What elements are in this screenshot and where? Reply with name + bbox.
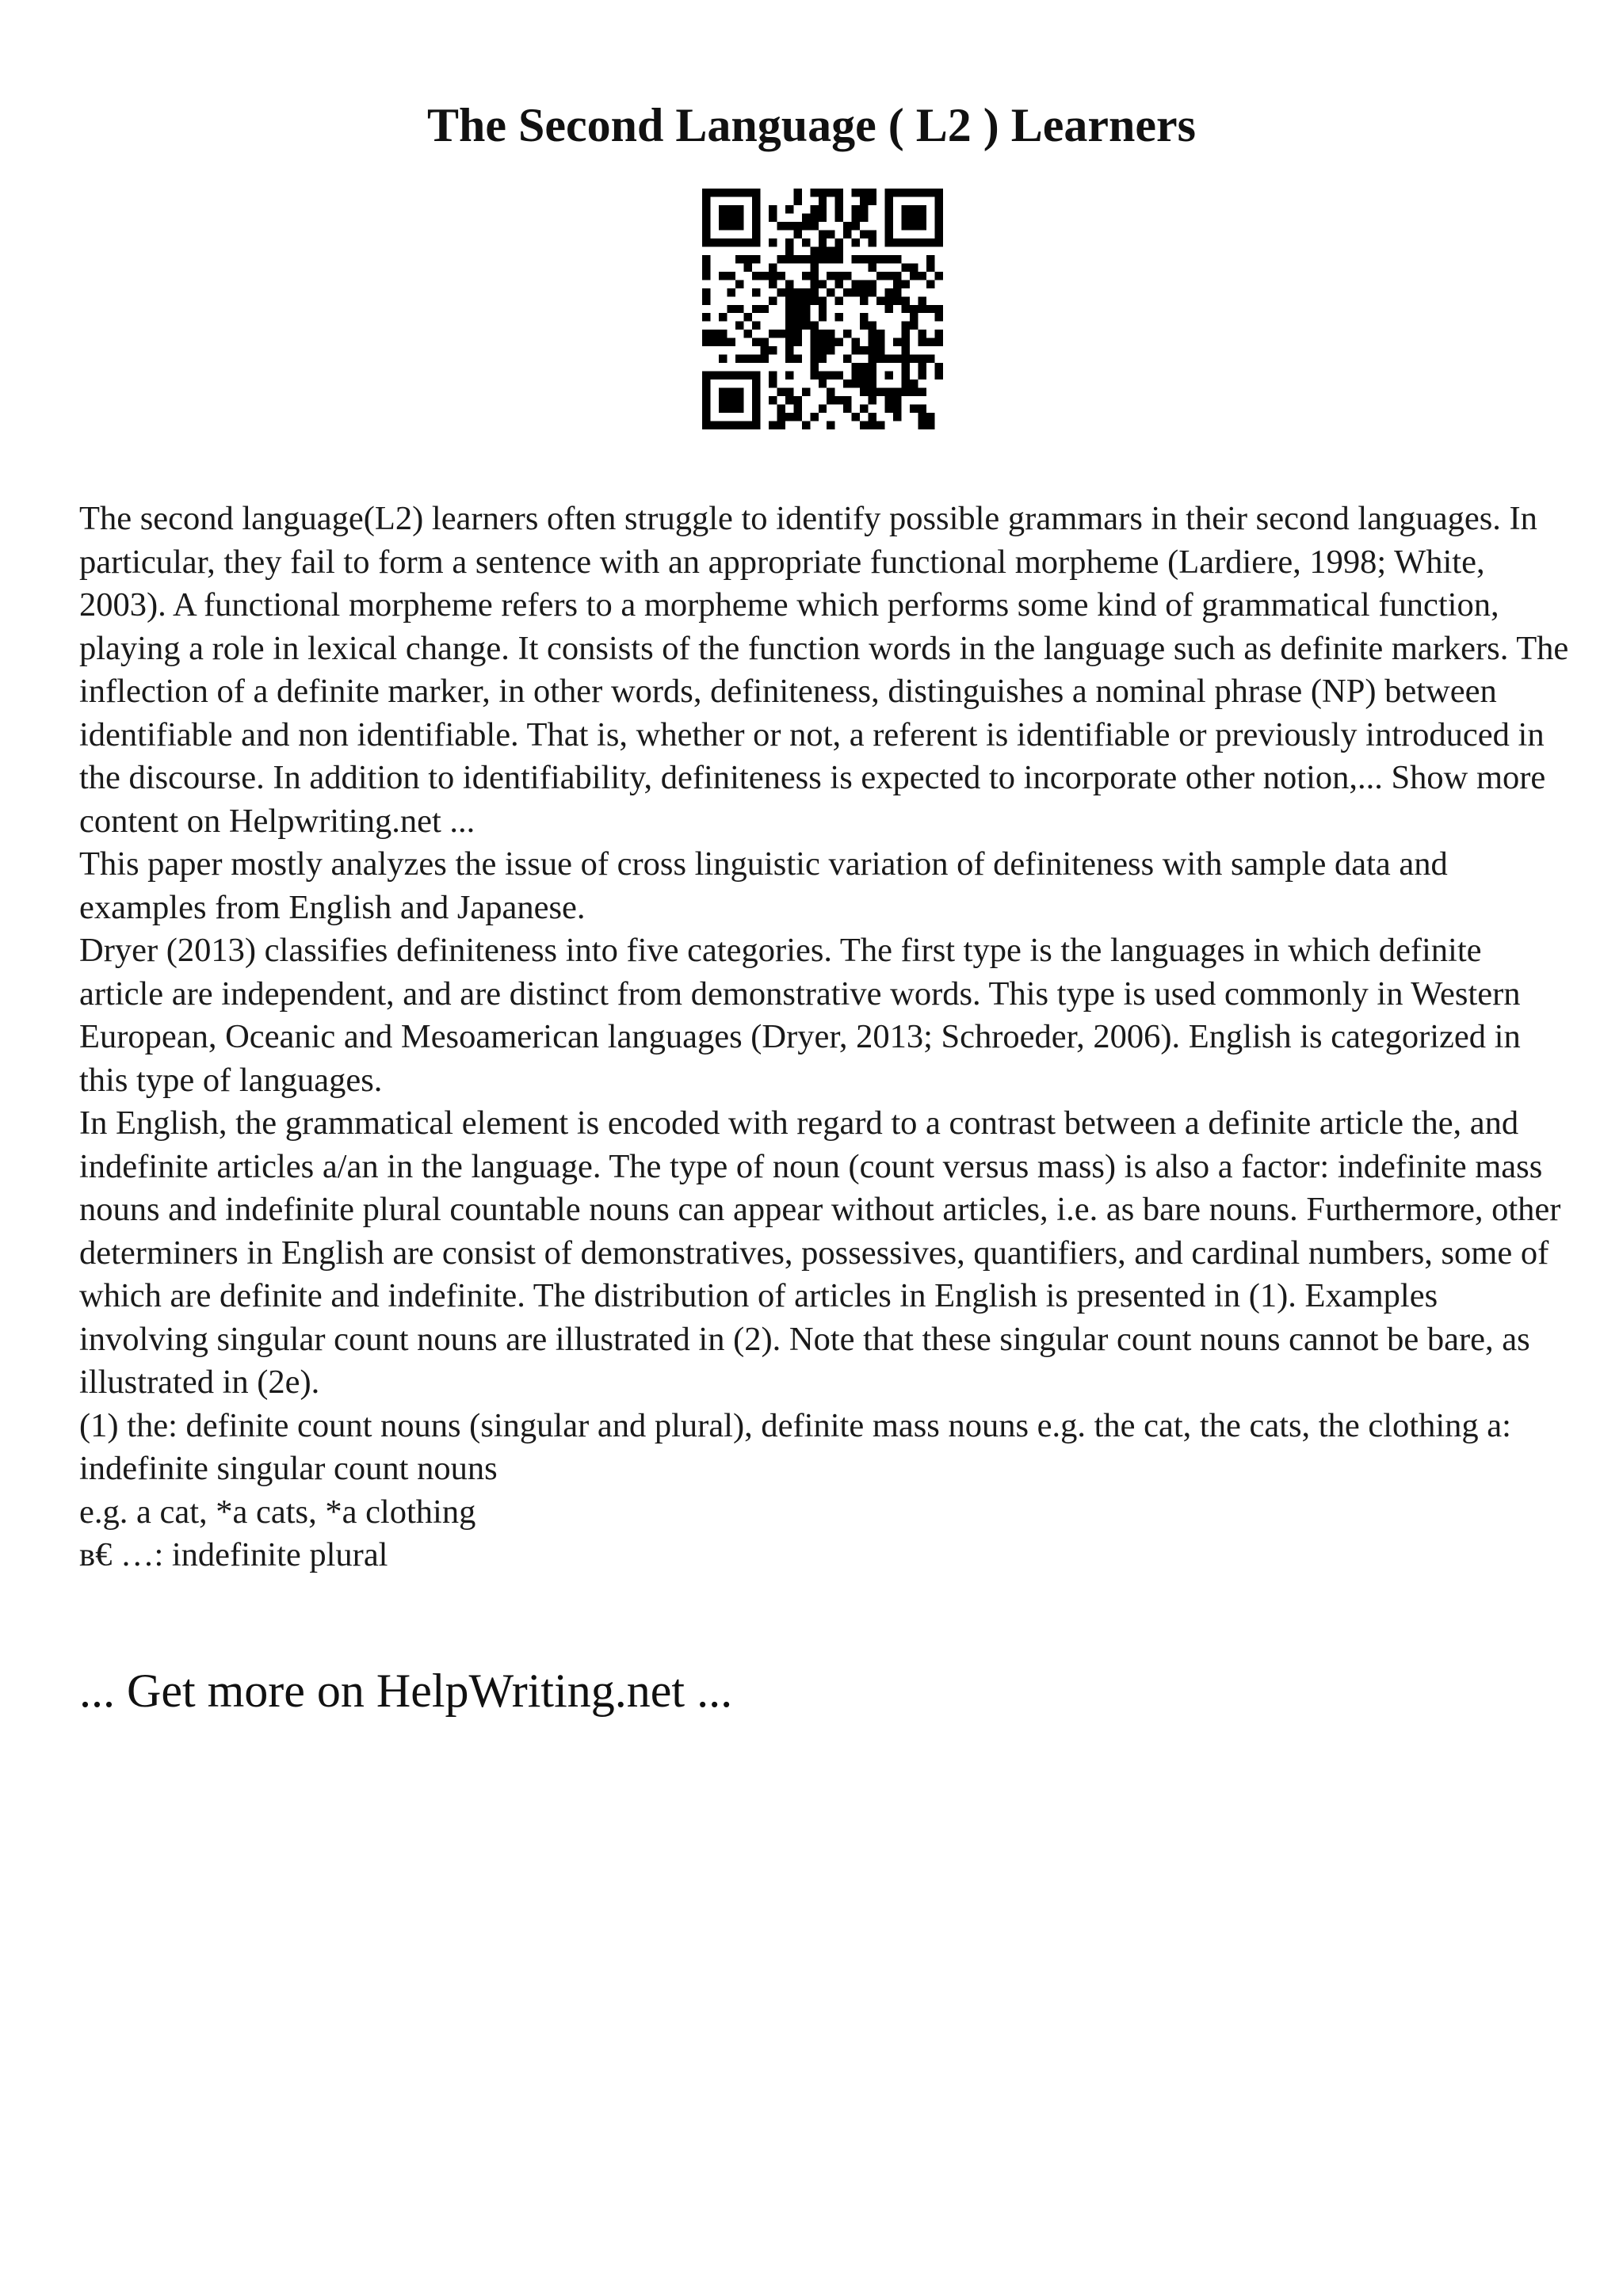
get-more-link[interactable]: ... Get more on HelpWriting.net ... (79, 1665, 733, 1717)
paragraph-intro: The second language(L2) learners often struggle to identify possible grammars in their second languages. In particular, they fail to form a sentence with an appropriate functional morpheme (Lardiere, 1998; White, 2003). A functional morpheme refers to a morpheme which performs some kind of grammatical function, playing a role in lexical change. It consists of the function words in the language such as definite markers. The inflection of a definite marker, in other words, definiteness, distinguishes a nominal phrase (NP) between identifiable and non identifiable. That is, whether or not, a referent is identifiable or previously introduced in the discourse. In addition to identifiability, definiteness is expected to incorporate other notion,... Show more content on Helpwriting.net ... (79, 500, 1569, 840)
qr-code-icon (702, 189, 943, 429)
document-body (79, 498, 1569, 1577)
document-title: The Second Language ( L2 ) Learners (426, 99, 1197, 151)
paragraph-example-2: e.g. a cat, *a cats, *a clothing (79, 1493, 476, 1531)
paragraph-example-3: в€ …: indefinite plural (79, 1536, 388, 1573)
paragraph-scope: This paper mostly analyzes the issue of cross linguistic variation of definiteness with sample data and examples from English and Japanese. (79, 845, 1448, 926)
qr-code-graphic (702, 189, 943, 429)
paragraph-example-1: (1) the: definite count nouns (singular and plural), definite mass nouns e.g. the cat, the cats, the clothing a: indefinite singular count nouns (79, 1406, 1511, 1487)
paragraph-english: In English, the grammatical element is encoded with regard to a contrast between a definite article the, and indefinite articles a/an in the language. The type of noun (count versus mass) is also a factor: indefinite mass nouns and indefinite plural countable nouns can appear without articles, i.e. as bare nouns. Furthermore, other determiners in English are consist of demonstratives, possessives, quantifiers, and cardinal numbers, some of which are definite and indefinite. The distribution of articles in English is presented in (1). Examples involving singular count nouns are illustrated in (2). Note that these singular count nouns cannot be bare, as illustrated in (2e). (79, 1104, 1561, 1401)
paragraph-dryer: Dryer (2013) classifies definiteness into five categories. The first type is the languages in which definite article are independent, and are distinct from demonstrative words. This type is used commonly in Western European, Oceanic and Mesoamerican languages (Dryer, 2013; Schroeder, 2006). English is categorized in this type of languages. (79, 932, 1521, 1099)
